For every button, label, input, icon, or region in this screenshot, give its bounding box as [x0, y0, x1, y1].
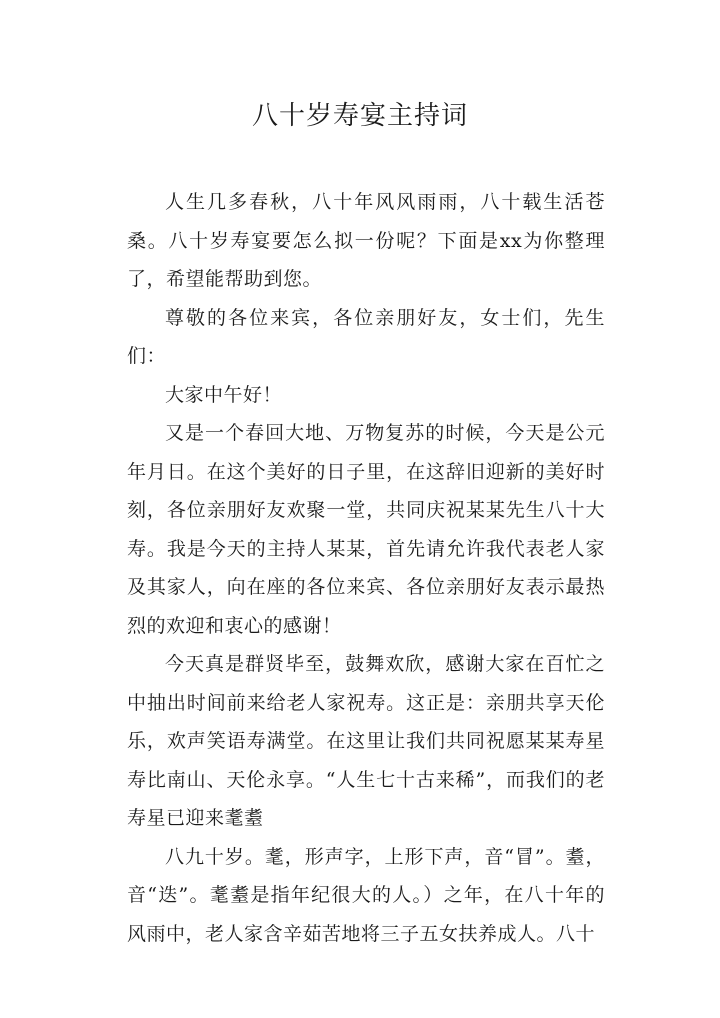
- paragraph-thanks: 今天真是群贤毕至，鼓舞欢欣，感谢大家在百忙之中抽出时间前来给老人家祝寿。这正是：亲朋共享天伦乐，欢声笑语寿满堂。在这里让我们共同祝愿某某寿星寿比南山、天伦永享。“人生七十古来稀”，而我们的老寿星已迎来耄耋: [127, 653, 605, 829]
- paragraph-opening: 又是一个春回大地、万物复苏的时候，今天是公元年月日。在这个美好的日子里，在这辞旧迎新的美好时刻，各位亲朋好友欢聚一堂，共同庆祝某某先生八十大寿。我是今天的主持人某某，首先请允许我代表老人家及其家人，向在座的各位来宾、各位亲朋好友表示最热烈的欢迎和衷心的感谢！: [127, 422, 605, 637]
- paragraph-octogenarian: 八九十岁。耄，形声字，上形下声，音“冒”。耋，音“迭”。耄耋是指年纪很大的人。）之年，在八十年的风雨中，老人家含辛茹苦地将三子五女扶养成人。八十: [127, 845, 605, 945]
- document-body: [127, 183, 605, 953]
- paragraph-good-noon: 大家中午好！: [165, 383, 283, 406]
- paragraph-intro: 人生几多春秋，八十年风风雨雨，八十载生活苍桑。八十岁寿宴要怎么拟一份呢？下面是xx为你整理了，希望能帮助到您。: [127, 191, 605, 290]
- paragraph-greeting-guests: 尊敬的各位来宾，各位亲朋好友，女士们，先生们：: [127, 306, 605, 367]
- document-title: 八十岁寿宴主持词: [251, 101, 468, 131]
